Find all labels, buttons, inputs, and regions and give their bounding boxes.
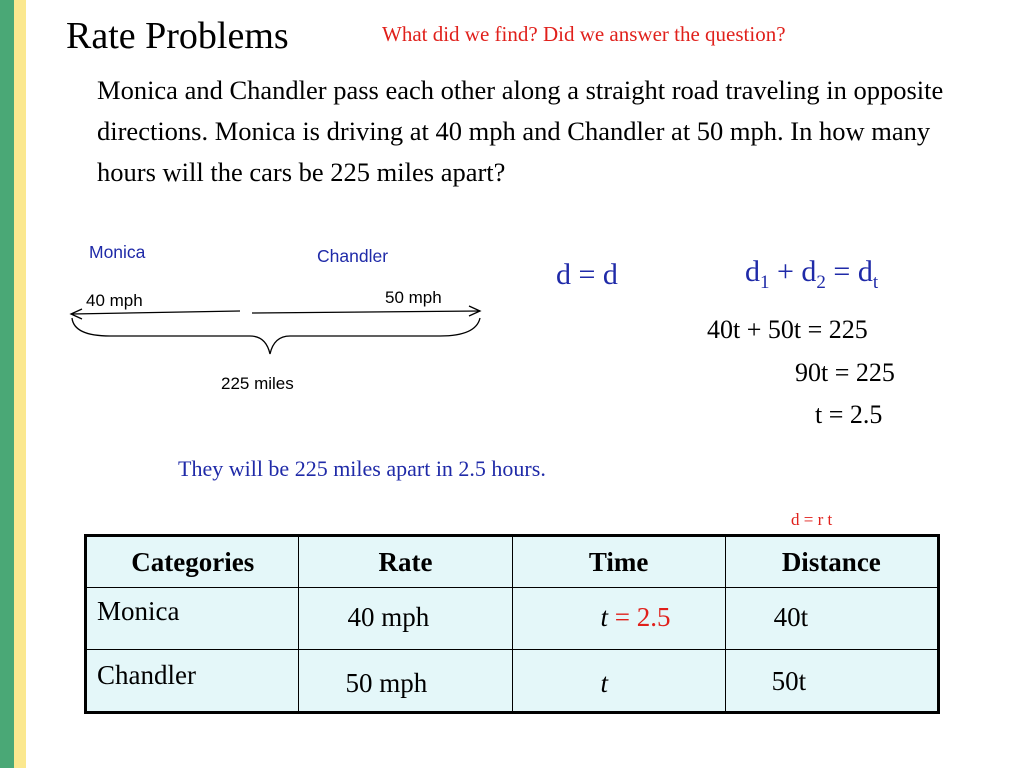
cell-time (512, 588, 725, 650)
work-step-1: 40t + 50t = 225 (707, 315, 868, 344)
diagram-total-distance: 225 miles (221, 374, 294, 393)
header-categories: Categories (86, 536, 299, 588)
arrow-left-line (72, 311, 240, 314)
dt-symbol: d (857, 255, 873, 288)
cell-distance (725, 588, 938, 650)
equals-sign: = (825, 255, 858, 288)
distance-monica: 40t (773, 602, 809, 632)
left-accent-bar-yellow (14, 0, 26, 768)
category-chandler: Chandler (97, 660, 196, 690)
dt-subscript: t (872, 272, 879, 293)
category-monica: Monica (97, 596, 180, 626)
arrow-right-line (252, 311, 480, 313)
distance-relation: d = d (556, 258, 618, 291)
plus-sign: + (769, 255, 802, 288)
table-header-row (86, 536, 939, 588)
distance-sum-formula (745, 255, 878, 294)
time-var-monica: t (600, 602, 609, 632)
table-row (86, 588, 939, 650)
time-value-monica: = 2.5 (608, 602, 671, 632)
slide-title: Rate Problems (66, 15, 289, 57)
problem-statement: Monica and Chandler pass each other along a straight road traveling in opposite directions. Monica is driving at 40 mph and Chandler at 50 mph. In how many hours will the cars be 225 miles apart? (97, 75, 944, 187)
left-accent-bar-green (0, 0, 14, 768)
diagram-label-chandler: Chandler (317, 246, 389, 266)
guiding-question: What did we find? Did we answer the question? (382, 22, 786, 46)
d1-subscript: 1 (760, 272, 770, 293)
distance-chandler: 50t (771, 666, 807, 696)
work-step-3: t = 2.5 (815, 400, 883, 429)
rate-chandler: 50 mph (345, 668, 428, 698)
header-rate: Rate (299, 536, 512, 588)
formula-hint: d = r t (791, 510, 833, 529)
cell-rate (299, 588, 512, 650)
rate-time-distance-table (84, 534, 940, 714)
work-step-2: 90t = 225 (795, 358, 895, 387)
cell-rate (299, 650, 512, 713)
d2-subscript: 2 (816, 272, 826, 293)
header-distance: Distance (725, 536, 938, 588)
rate-monica: 40 mph (347, 602, 430, 632)
cell-category (86, 588, 299, 650)
cell-time (512, 650, 725, 713)
d1-symbol: d (745, 255, 760, 288)
diagram-speed-monica: 40 mph (86, 291, 143, 310)
diagram-speed-chandler: 50 mph (385, 288, 442, 307)
table-row (86, 650, 939, 713)
cell-distance (725, 650, 938, 713)
distance-brace (72, 318, 480, 354)
d2-symbol: d (801, 255, 817, 288)
header-time: Time (512, 536, 725, 588)
direction-diagram (60, 290, 500, 370)
time-var-chandler: t (600, 668, 609, 698)
answer-statement: They will be 225 miles apart in 2.5 hours. (178, 456, 546, 481)
diagram-label-monica: Monica (89, 242, 146, 262)
cell-category (86, 650, 299, 713)
